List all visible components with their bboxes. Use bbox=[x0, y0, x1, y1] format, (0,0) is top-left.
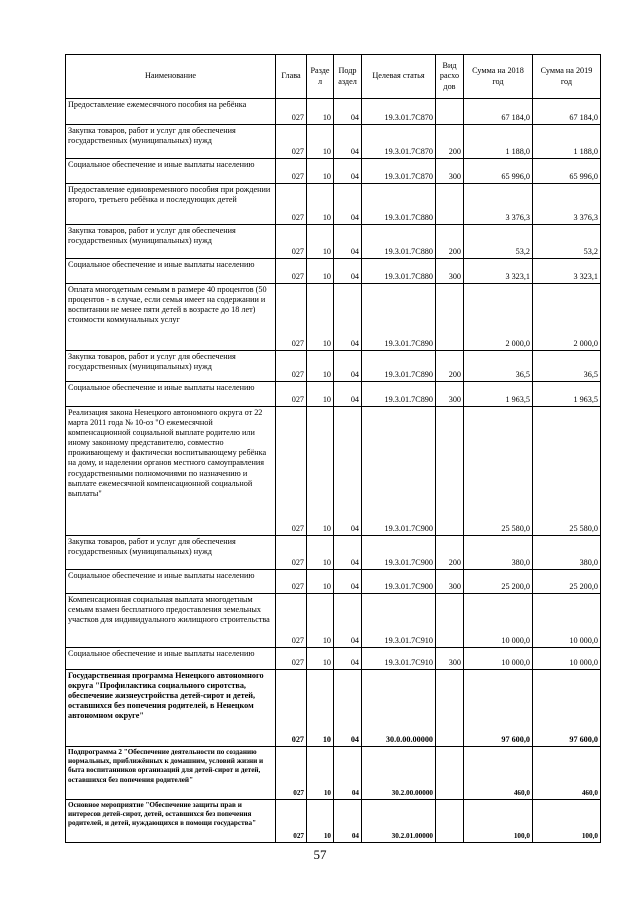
cell-sum-2018: 1 963,5 bbox=[464, 382, 533, 407]
cell-glava: 027 bbox=[276, 382, 307, 407]
cell-razdel: 10 bbox=[307, 407, 334, 536]
cell-vid: 300 bbox=[436, 648, 464, 670]
cell-sum-2018: 10 000,0 bbox=[464, 648, 533, 670]
cell-target: 19.3.01.7С880 bbox=[362, 184, 436, 225]
table-row bbox=[66, 351, 601, 382]
table-row bbox=[66, 125, 601, 159]
cell-vid: 300 bbox=[436, 570, 464, 594]
cell-podrazdel: 04 bbox=[334, 800, 362, 843]
cell-razdel: 10 bbox=[307, 99, 334, 125]
table-row bbox=[66, 184, 601, 225]
cell-sum-2019: 97 600,0 bbox=[533, 670, 601, 747]
cell-podrazdel: 04 bbox=[334, 284, 362, 351]
cell-vid: 300 bbox=[436, 259, 464, 284]
cell-glava: 027 bbox=[276, 225, 307, 259]
budget-table bbox=[65, 54, 601, 843]
table-row bbox=[66, 570, 601, 594]
table-row bbox=[66, 594, 601, 648]
cell-target: 19.3.01.7С880 bbox=[362, 259, 436, 284]
cell-podrazdel: 04 bbox=[334, 407, 362, 536]
cell-razdel: 10 bbox=[307, 184, 334, 225]
cell-podrazdel: 04 bbox=[334, 382, 362, 407]
cell-name: Оплата многодетным семьям в размере 40 процентов (50 процентов - в случае, если семья имеет на содержании и воспитании не менее пяти детей в возрасте до 18 лет) стоимости коммунальных услуг bbox=[66, 284, 276, 351]
cell-sum-2018: 3 376,3 bbox=[464, 184, 533, 225]
cell-glava: 027 bbox=[276, 159, 307, 184]
cell-vid bbox=[436, 800, 464, 843]
cell-name: Социальное обеспечение и иные выплаты населению bbox=[66, 570, 276, 594]
cell-sum-2019: 53,2 bbox=[533, 225, 601, 259]
cell-razdel: 10 bbox=[307, 225, 334, 259]
cell-sum-2019: 25 580,0 bbox=[533, 407, 601, 536]
cell-name: Основное мероприятие "Обеспечение защиты прав и интересов детей-сирот, детей, оставшихся без попечения родителей, и детей, нуждающихся в помощи государства" bbox=[66, 800, 276, 843]
header-sum-2018: Сумма на 2018 год bbox=[464, 55, 533, 99]
cell-podrazdel: 04 bbox=[334, 125, 362, 159]
cell-sum-2018: 100,0 bbox=[464, 800, 533, 843]
cell-podrazdel: 04 bbox=[334, 259, 362, 284]
cell-sum-2019: 460,0 bbox=[533, 747, 601, 800]
cell-razdel: 10 bbox=[307, 284, 334, 351]
cell-sum-2019: 65 996,0 bbox=[533, 159, 601, 184]
cell-sum-2018: 380,0 bbox=[464, 536, 533, 570]
cell-vid: 200 bbox=[436, 225, 464, 259]
table-row bbox=[66, 670, 601, 747]
cell-sum-2018: 460,0 bbox=[464, 747, 533, 800]
cell-razdel: 10 bbox=[307, 382, 334, 407]
cell-podrazdel: 04 bbox=[334, 648, 362, 670]
cell-podrazdel: 04 bbox=[334, 570, 362, 594]
cell-name: Социальное обеспечение и иные выплаты населению bbox=[66, 648, 276, 670]
cell-target: 19.3.01.7С890 bbox=[362, 284, 436, 351]
cell-vid bbox=[436, 594, 464, 648]
cell-vid: 200 bbox=[436, 125, 464, 159]
table-row bbox=[66, 284, 601, 351]
cell-name: Закупка товаров, работ и услуг для обеспечения государственных (муниципальных) нужд bbox=[66, 125, 276, 159]
cell-vid bbox=[436, 407, 464, 536]
cell-razdel: 10 bbox=[307, 259, 334, 284]
cell-razdel: 10 bbox=[307, 570, 334, 594]
cell-name: Социальное обеспечение и иные выплаты населению bbox=[66, 382, 276, 407]
cell-glava: 027 bbox=[276, 648, 307, 670]
cell-glava: 027 bbox=[276, 594, 307, 648]
table-row bbox=[66, 800, 601, 843]
cell-glava: 027 bbox=[276, 670, 307, 747]
cell-target: 19.3.01.7С900 bbox=[362, 570, 436, 594]
cell-glava: 027 bbox=[276, 800, 307, 843]
cell-sum-2018: 3 323,1 bbox=[464, 259, 533, 284]
cell-sum-2019: 36,5 bbox=[533, 351, 601, 382]
cell-sum-2018: 65 996,0 bbox=[464, 159, 533, 184]
cell-glava: 027 bbox=[276, 259, 307, 284]
cell-razdel: 10 bbox=[307, 670, 334, 747]
cell-name: Социальное обеспечение и иные выплаты населению bbox=[66, 159, 276, 184]
cell-glava: 027 bbox=[276, 407, 307, 536]
cell-target: 19.3.01.7С900 bbox=[362, 407, 436, 536]
cell-podrazdel: 04 bbox=[334, 747, 362, 800]
cell-vid bbox=[436, 670, 464, 747]
header-name: Наименование bbox=[66, 55, 276, 99]
cell-target: 30.2.01.00000 bbox=[362, 800, 436, 843]
cell-glava: 027 bbox=[276, 351, 307, 382]
cell-glava: 027 bbox=[276, 184, 307, 225]
cell-target: 30.2.00.00000 bbox=[362, 747, 436, 800]
cell-name: Закупка товаров, работ и услуг для обеспечения государственных (муниципальных) нужд bbox=[66, 351, 276, 382]
cell-sum-2018: 36,5 bbox=[464, 351, 533, 382]
cell-sum-2019: 10 000,0 bbox=[533, 594, 601, 648]
cell-glava: 027 bbox=[276, 536, 307, 570]
cell-target: 19.3.01.7С880 bbox=[362, 225, 436, 259]
cell-name: Компенсационная социальная выплата многодетным семьям взамен бесплатного предоставления земельных участков для индивидуального жилищного строительства bbox=[66, 594, 276, 648]
table-row bbox=[66, 159, 601, 184]
cell-sum-2019: 380,0 bbox=[533, 536, 601, 570]
table-row bbox=[66, 648, 601, 670]
cell-razdel: 10 bbox=[307, 747, 334, 800]
cell-sum-2018: 53,2 bbox=[464, 225, 533, 259]
cell-target: 19.3.01.7С870 bbox=[362, 125, 436, 159]
cell-target: 19.3.01.7С870 bbox=[362, 159, 436, 184]
cell-name: Подпрограмма 2 "Обеспечение деятельности по созданию нормальных, приближённых к домашним, условий жизни и быта воспитанников организаций для детей-сирот и детей, оставшихся без попечения родителей" bbox=[66, 747, 276, 800]
cell-glava: 027 bbox=[276, 125, 307, 159]
table-row bbox=[66, 99, 601, 125]
cell-razdel: 10 bbox=[307, 536, 334, 570]
header-sum-2019: Сумма на 2019 год bbox=[533, 55, 601, 99]
cell-name: Реализация закона Ненецкого автономного округа от 22 марта 2011 года № 10-оз "О ежемесячной компенсационной социальной выплате родителю или иному законному представителю, совместно проживающему и фактически воспитывающему ребёнка на дому, и наделении органов местного самоуправления государственными полномочиями по назначению и выплате ежемесячной компенсационной социальной выплаты" bbox=[66, 407, 276, 536]
cell-target: 30.0.00.00000 bbox=[362, 670, 436, 747]
cell-name: Предоставление единовременного пособия при рождении второго, третьего ребёнка и последующих детей bbox=[66, 184, 276, 225]
cell-podrazdel: 04 bbox=[334, 225, 362, 259]
cell-glava: 027 bbox=[276, 99, 307, 125]
cell-sum-2019: 25 200,0 bbox=[533, 570, 601, 594]
cell-podrazdel: 04 bbox=[334, 594, 362, 648]
cell-sum-2019: 10 000,0 bbox=[533, 648, 601, 670]
cell-podrazdel: 04 bbox=[334, 536, 362, 570]
cell-vid: 200 bbox=[436, 351, 464, 382]
cell-sum-2019: 100,0 bbox=[533, 800, 601, 843]
cell-vid bbox=[436, 747, 464, 800]
cell-sum-2018: 97 600,0 bbox=[464, 670, 533, 747]
cell-sum-2018: 2 000,0 bbox=[464, 284, 533, 351]
cell-sum-2018: 25 200,0 bbox=[464, 570, 533, 594]
cell-name: Закупка товаров, работ и услуг для обеспечения государственных (муниципальных) нужд bbox=[66, 225, 276, 259]
cell-razdel: 10 bbox=[307, 800, 334, 843]
cell-sum-2018: 10 000,0 bbox=[464, 594, 533, 648]
table-row bbox=[66, 382, 601, 407]
cell-vid: 300 bbox=[436, 159, 464, 184]
cell-target: 19.3.01.7С910 bbox=[362, 594, 436, 648]
cell-vid bbox=[436, 184, 464, 225]
cell-sum-2019: 2 000,0 bbox=[533, 284, 601, 351]
table-body bbox=[66, 99, 601, 843]
cell-name: Социальное обеспечение и иные выплаты населению bbox=[66, 259, 276, 284]
table-row bbox=[66, 536, 601, 570]
cell-sum-2019: 1 963,5 bbox=[533, 382, 601, 407]
table-header-row bbox=[66, 55, 601, 99]
table-row bbox=[66, 747, 601, 800]
cell-razdel: 10 bbox=[307, 351, 334, 382]
cell-podrazdel: 04 bbox=[334, 670, 362, 747]
cell-sum-2018: 67 184,0 bbox=[464, 99, 533, 125]
cell-target: 19.3.01.7С870 bbox=[362, 99, 436, 125]
cell-podrazdel: 04 bbox=[334, 99, 362, 125]
cell-razdel: 10 bbox=[307, 159, 334, 184]
cell-name: Закупка товаров, работ и услуг для обеспечения государственных (муниципальных) нужд bbox=[66, 536, 276, 570]
cell-target: 19.3.01.7С890 bbox=[362, 382, 436, 407]
cell-name: Предоставление ежемесячного пособия на ребёнка bbox=[66, 99, 276, 125]
header-vid: Вид расхо дов bbox=[436, 55, 464, 99]
cell-target: 19.3.01.7С910 bbox=[362, 648, 436, 670]
cell-podrazdel: 04 bbox=[334, 351, 362, 382]
table-row bbox=[66, 407, 601, 536]
cell-sum-2018: 1 188,0 bbox=[464, 125, 533, 159]
table-row bbox=[66, 259, 601, 284]
page-number: 57 bbox=[313, 847, 327, 862]
cell-vid bbox=[436, 284, 464, 351]
cell-sum-2019: 1 188,0 bbox=[533, 125, 601, 159]
cell-razdel: 10 bbox=[307, 125, 334, 159]
header-target: Целевая статья bbox=[362, 55, 436, 99]
cell-sum-2019: 3 323,1 bbox=[533, 259, 601, 284]
cell-sum-2019: 67 184,0 bbox=[533, 99, 601, 125]
cell-name: Государственная программа Ненецкого автономного округа "Профилактика социального сиротства, обеспечение жизнеустройства детей-сирот и детей, оставшихся без попечения родителей, в Ненецком автономном округе" bbox=[66, 670, 276, 747]
cell-razdel: 10 bbox=[307, 648, 334, 670]
cell-vid bbox=[436, 99, 464, 125]
cell-sum-2019: 3 376,3 bbox=[533, 184, 601, 225]
cell-razdel: 10 bbox=[307, 594, 334, 648]
header-glava: Глава bbox=[276, 55, 307, 99]
header-podrazdel: Подр аздел bbox=[334, 55, 362, 99]
cell-glava: 027 bbox=[276, 284, 307, 351]
cell-target: 19.3.01.7С890 bbox=[362, 351, 436, 382]
cell-target: 19.3.01.7С900 bbox=[362, 536, 436, 570]
header-razdel: Разде л bbox=[307, 55, 334, 99]
cell-glava: 027 bbox=[276, 570, 307, 594]
cell-vid: 300 bbox=[436, 382, 464, 407]
table-row bbox=[66, 225, 601, 259]
cell-glava: 027 bbox=[276, 747, 307, 800]
cell-podrazdel: 04 bbox=[334, 159, 362, 184]
cell-podrazdel: 04 bbox=[334, 184, 362, 225]
cell-vid: 200 bbox=[436, 536, 464, 570]
cell-sum-2018: 25 580,0 bbox=[464, 407, 533, 536]
